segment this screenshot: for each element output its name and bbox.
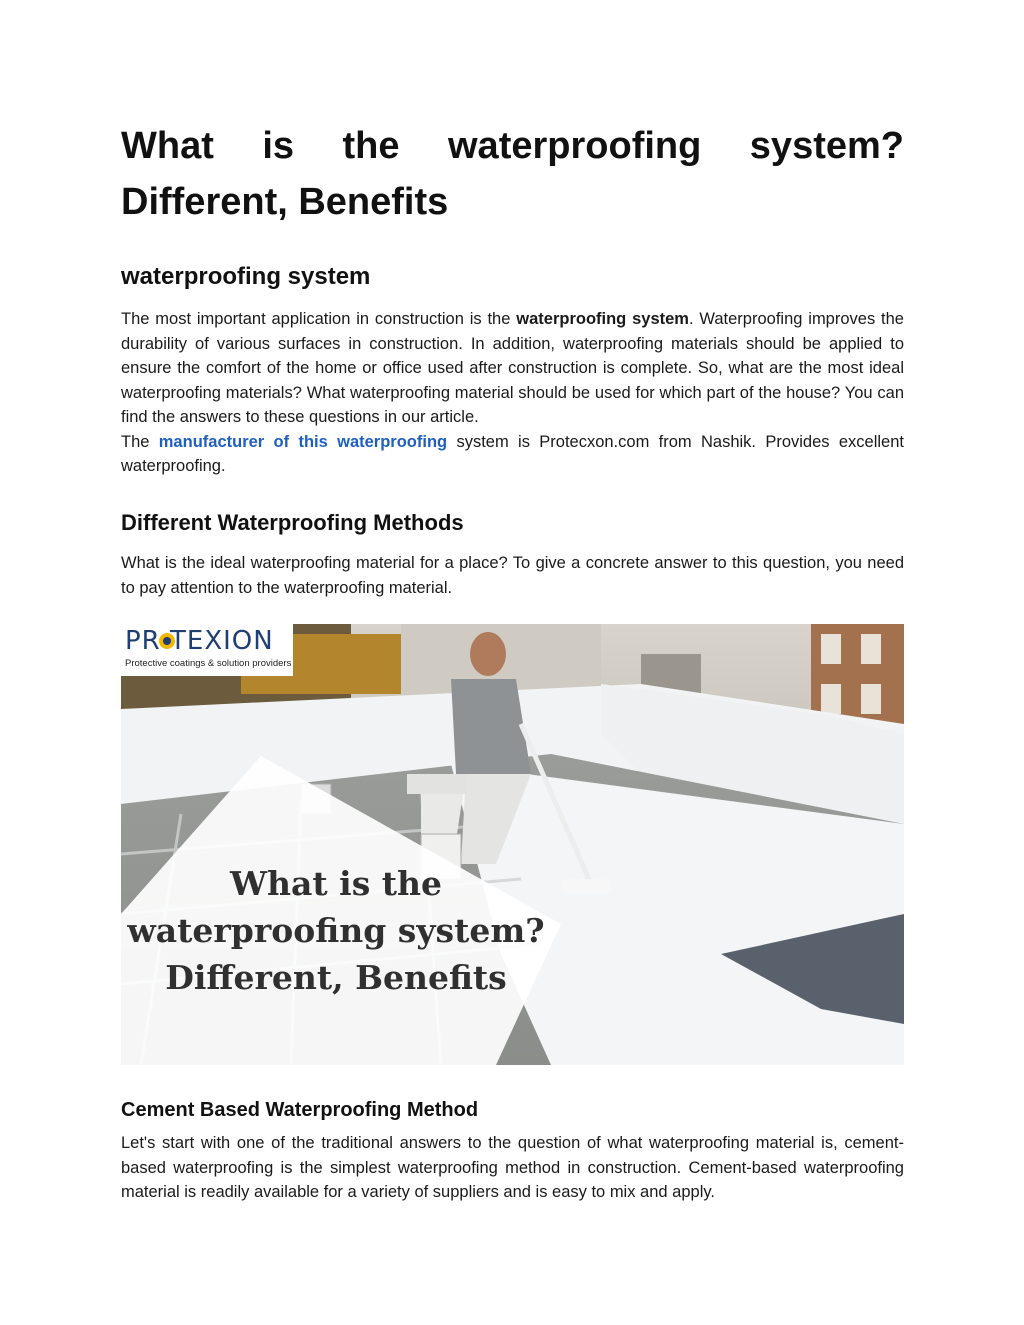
intro-paragraph (121, 307, 904, 430)
cement-body-block (121, 1131, 904, 1205)
article-title-block (121, 118, 904, 230)
cement-heading: Cement Based Waterproofing Method (121, 1099, 479, 1121)
intro-text-end: . Waterproofing improves the durability of various surfaces in construction. In addition, waterproofing materials should be applied to ensure the comfort of the home or office used after construction is complete. So, what are the most ideal waterproofing materials? What waterproofing material should be used for which part of the house? You can find the answers to these questions in our article. (121, 310, 904, 426)
methods-paragraph: What is the ideal waterproofing material for a place? To give a concrete answer to this question, you need to pay attention to the waterproofing material. (121, 554, 904, 597)
brand-logo (121, 624, 293, 676)
methods-body-block (121, 551, 904, 600)
methods-section (121, 509, 904, 537)
manufacturer-paragraph (121, 430, 904, 479)
intro-heading: waterproofing system (121, 263, 371, 290)
manufacturer-link[interactable]: manufacturer of this waterproofing (158, 432, 448, 451)
intro-section (121, 262, 904, 292)
intro-text-start: The most important application in construction is the (121, 310, 517, 328)
intro-bold-term: waterproofing system (516, 310, 689, 328)
intro-body (121, 307, 904, 479)
cement-paragraph: Let's start with one of the traditional answers to the question of what waterproofing material is, cement-based waterproofing is the simplest waterproofing method in construction. Cement-based waterproofing material is readily available for a variety of suppliers and is easy to mix and apply. (121, 1134, 904, 1201)
methods-heading: Different Waterproofing Methods (121, 510, 464, 535)
logo-wordmark: PR TEXION (125, 626, 274, 656)
article-title: What is the waterproofing system? Different, Benefits (121, 125, 904, 223)
cement-section (121, 1097, 904, 1123)
logo-tagline: Protective coatings & solution providers (125, 658, 292, 669)
manufacturer-text-end: system is Protecxon.com from Nashik. Provides excellent waterproofing. (121, 432, 904, 475)
hero-overlay-title: What is the waterproofing system? Different, Benefits (127, 864, 545, 997)
manufacturer-text-start: The (121, 432, 159, 451)
